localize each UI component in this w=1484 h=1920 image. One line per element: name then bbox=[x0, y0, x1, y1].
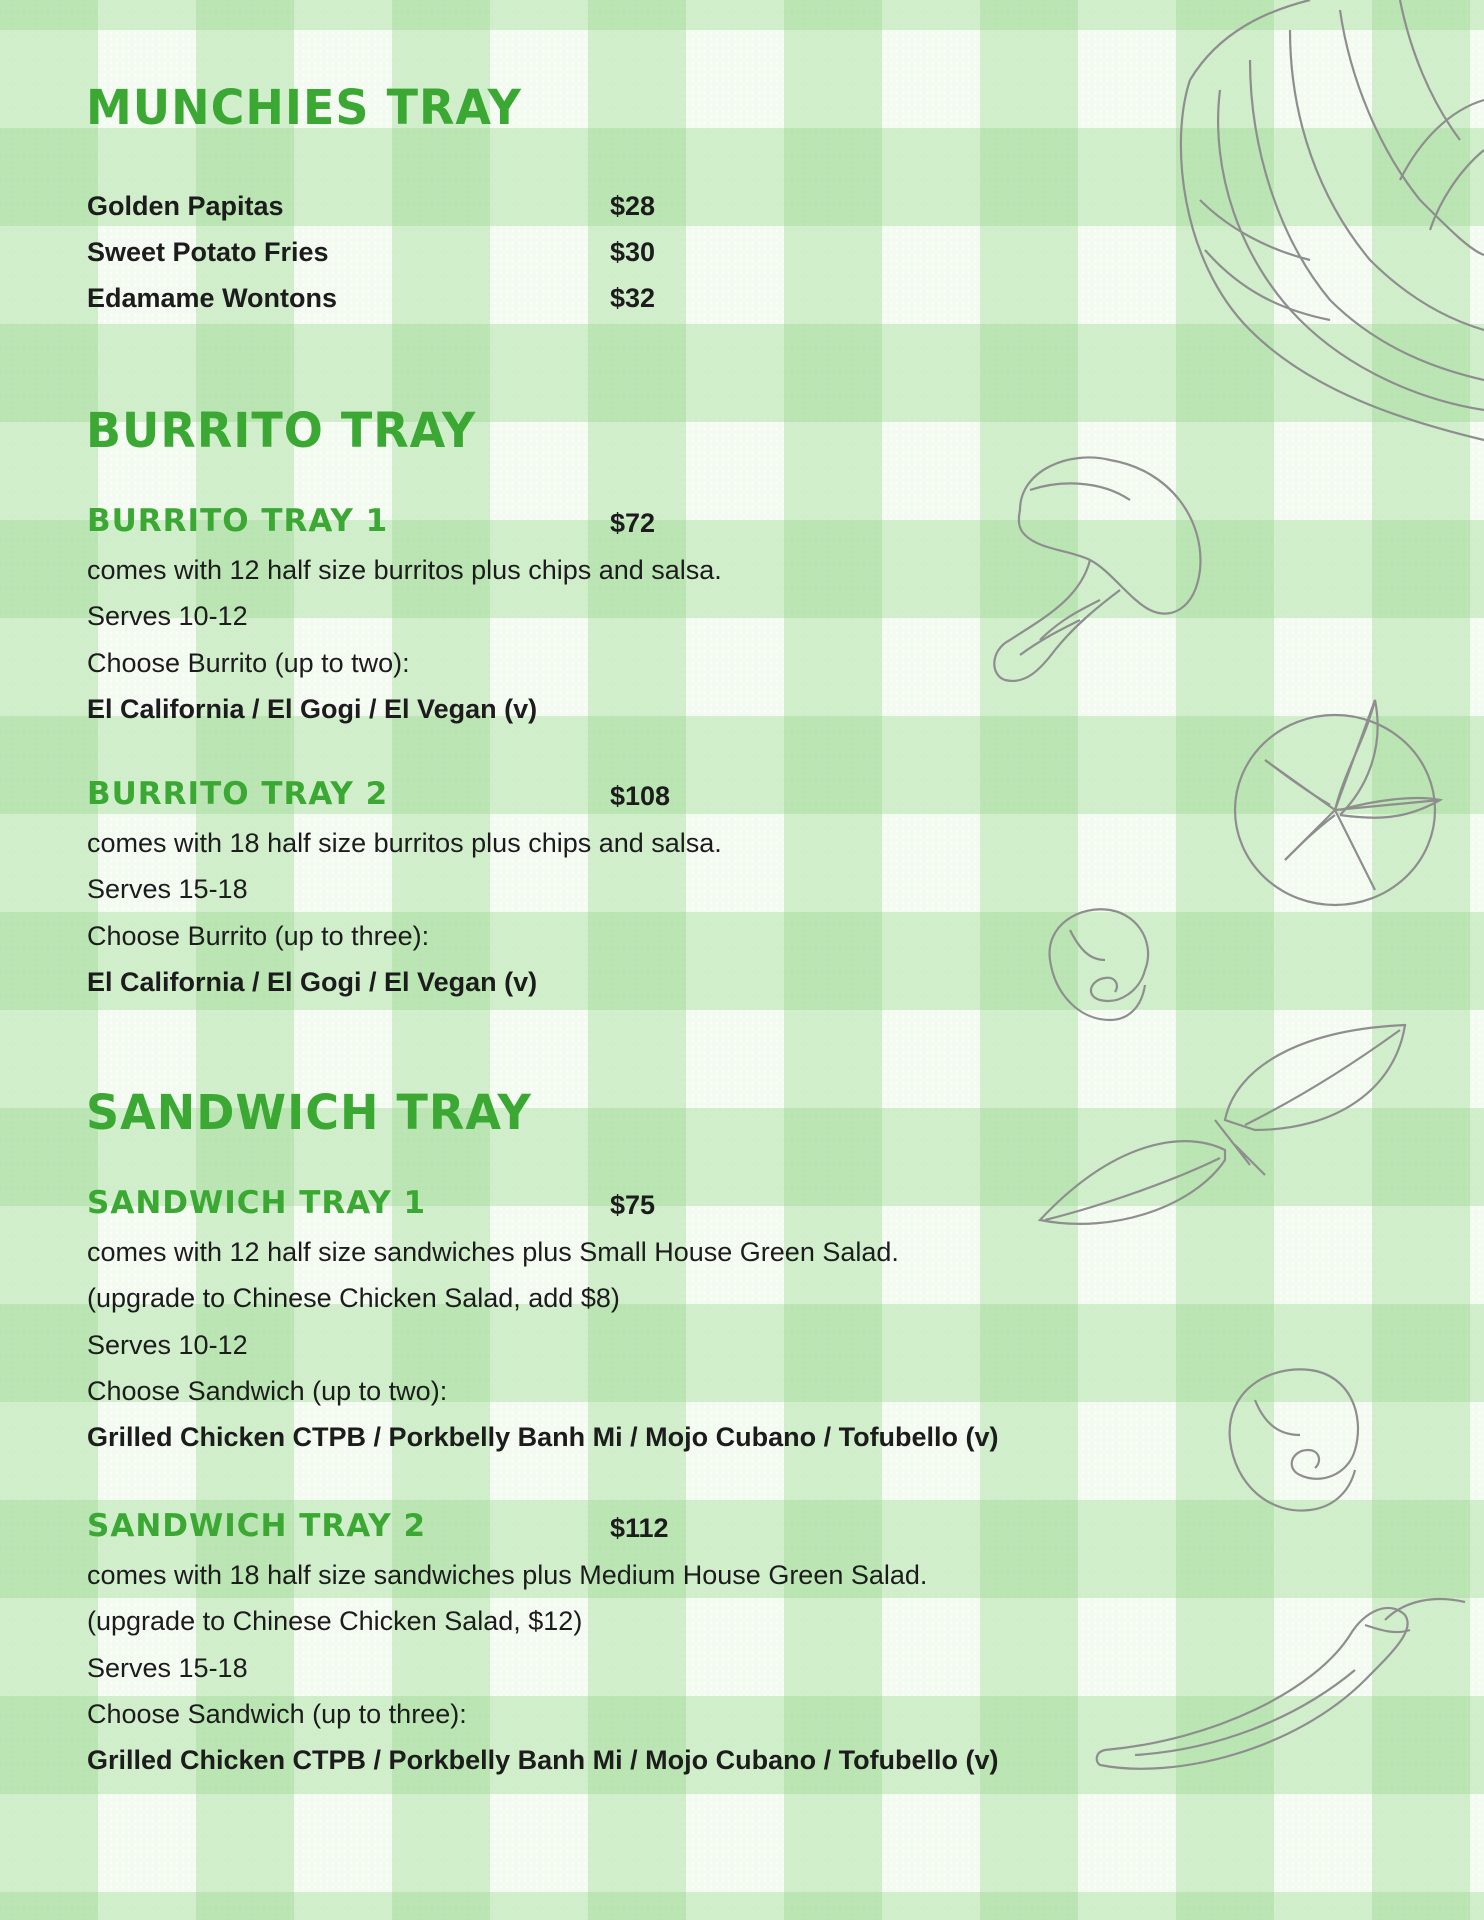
menu-item-price: $32 bbox=[610, 283, 656, 313]
burrito-tray-2-choose: Choose Burrito (up to three): bbox=[87, 921, 430, 951]
onion-sketch-icon bbox=[1160, 0, 1484, 450]
chili-pepper-sketch-icon bbox=[1095, 1590, 1470, 1785]
basil-sketch-icon bbox=[1035, 1020, 1415, 1235]
sandwich-tray-2-price: $112 bbox=[610, 1513, 669, 1543]
sandwich-tray-2-options: Grilled Chicken CTPB / Porkbelly Banh Mi / Mojo Cubano / Tofubello (v) bbox=[87, 1745, 999, 1775]
sandwich-tray-1-choose: Choose Sandwich (up to two): bbox=[87, 1376, 448, 1406]
burrito-tray-1-choose: Choose Burrito (up to two): bbox=[87, 648, 410, 678]
burrito-tray-2-options: El California / El Gogi / El Vegan (v) bbox=[87, 967, 538, 997]
tomato-sketch-icon bbox=[1225, 690, 1450, 920]
menu-item-name: Golden Papitas bbox=[87, 191, 284, 221]
mushroom-sketch-icon bbox=[980, 450, 1210, 690]
menu-item-price: $30 bbox=[610, 237, 656, 267]
sandwich-tray-1-upgrade: (upgrade to Chinese Chicken Salad, add $8) bbox=[87, 1283, 620, 1313]
sandwich-tray-2-choose: Choose Sandwich (up to three): bbox=[87, 1699, 467, 1729]
mushroom-small-sketch-icon bbox=[1030, 900, 1160, 1030]
burrito-tray-1-serves: Serves 10-12 bbox=[87, 601, 248, 631]
munchies-title: MUNCHIES TRAY bbox=[86, 78, 522, 136]
burrito-tray-2-price: $108 bbox=[610, 781, 671, 811]
burrito-tray-1-name: BURRITO TRAY 1 bbox=[87, 503, 389, 539]
sandwich-tray-1-serves: Serves 10-12 bbox=[87, 1330, 248, 1360]
sandwich-tray-2-upgrade: (upgrade to Chinese Chicken Salad, $12) bbox=[87, 1606, 583, 1636]
sandwich-title: SANDWICH TRAY bbox=[86, 1083, 532, 1141]
burrito-tray-2-serves: Serves 15-18 bbox=[87, 874, 248, 904]
sandwich-tray-2-name: SANDWICH TRAY 2 bbox=[87, 1508, 427, 1544]
sandwich-tray-1-options: Grilled Chicken CTPB / Porkbelly Banh Mi / Mojo Cubano / Tofubello (v) bbox=[87, 1422, 999, 1452]
menu-item-name: Edamame Wontons bbox=[87, 283, 338, 313]
sandwich-tray-1-desc: comes with 12 half size sandwiches plus Small House Green Salad. bbox=[87, 1237, 899, 1267]
mushroom-right-sketch-icon bbox=[1210, 1360, 1365, 1520]
burrito-title: BURRITO TRAY bbox=[86, 401, 477, 459]
sandwich-tray-2-desc: comes with 18 half size sandwiches plus Medium House Green Salad. bbox=[87, 1560, 928, 1590]
sandwich-tray-1-price: $75 bbox=[610, 1190, 656, 1220]
burrito-tray-2-desc: comes with 18 half size burritos plus chips and salsa. bbox=[87, 828, 722, 858]
burrito-tray-2-name: BURRITO TRAY 2 bbox=[87, 776, 389, 812]
menu-item-price: $28 bbox=[610, 191, 656, 221]
burrito-tray-1-options: El California / El Gogi / El Vegan (v) bbox=[87, 694, 538, 724]
sandwich-tray-2-serves: Serves 15-18 bbox=[87, 1653, 248, 1683]
burrito-tray-1-price: $72 bbox=[610, 508, 656, 538]
sandwich-tray-1-name: SANDWICH TRAY 1 bbox=[87, 1185, 427, 1221]
menu-item-name: Sweet Potato Fries bbox=[87, 237, 329, 267]
burrito-tray-1-desc: comes with 12 half size burritos plus chips and salsa. bbox=[87, 555, 722, 585]
